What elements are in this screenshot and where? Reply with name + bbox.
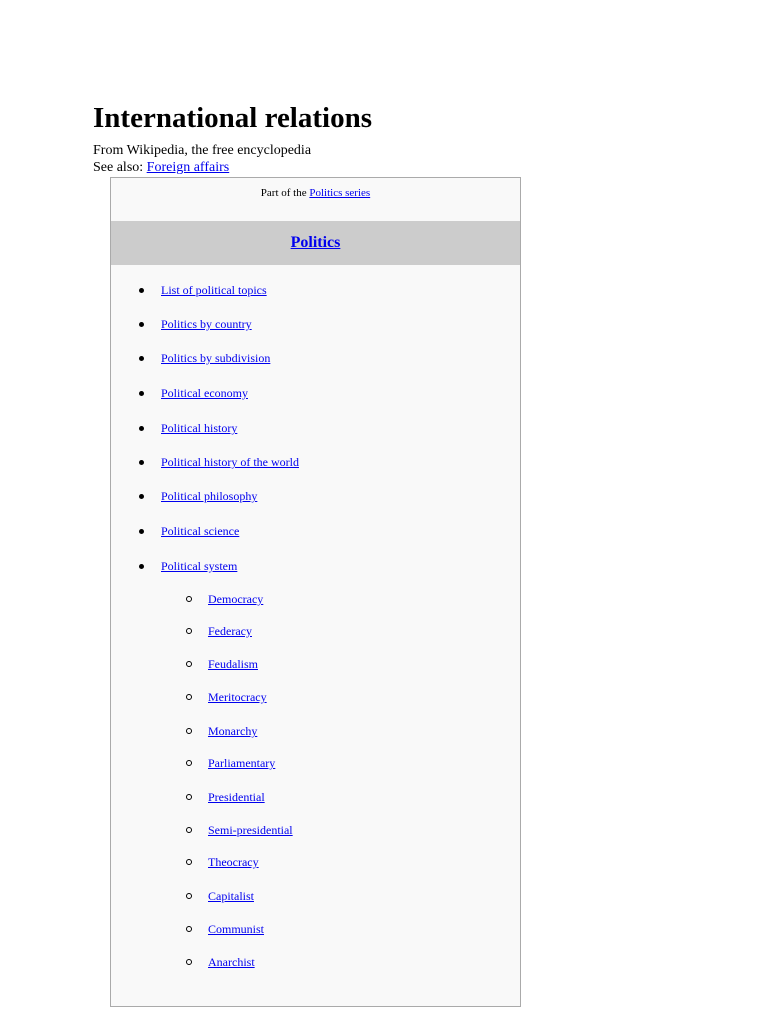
circle-bullet-icon xyxy=(186,656,208,672)
list-item xyxy=(139,420,237,436)
list-item xyxy=(139,316,252,332)
system-link[interactable]: Feudalism xyxy=(208,657,258,671)
circle-bullet-icon xyxy=(186,623,208,639)
topic-link[interactable]: Political economy xyxy=(161,386,248,400)
disc-bullet-icon xyxy=(139,454,161,470)
list-item xyxy=(139,523,239,539)
sub-list-item xyxy=(186,623,252,639)
tagline: From Wikipedia, the free encyclopedia xyxy=(93,143,312,158)
disc-bullet-icon xyxy=(139,385,161,401)
politics-header-link[interactable]: Politics xyxy=(290,234,341,251)
sub-list-item xyxy=(186,921,264,937)
topic-link[interactable]: Politics by subdivision xyxy=(161,351,271,365)
part-of-prefix: Part of the xyxy=(260,187,307,199)
sub-list-item xyxy=(186,789,265,805)
list-item xyxy=(139,385,248,401)
list-item xyxy=(139,454,299,470)
see-also-prefix: See also: xyxy=(93,160,144,175)
system-link[interactable]: Federacy xyxy=(208,624,252,638)
list-item xyxy=(139,282,267,298)
politics-infobox xyxy=(110,177,521,1007)
circle-bullet-icon xyxy=(186,822,208,838)
disc-bullet-icon xyxy=(139,558,161,574)
list-item xyxy=(139,350,270,366)
circle-bullet-icon xyxy=(186,689,208,705)
circle-bullet-icon xyxy=(186,921,208,937)
system-link[interactable]: Parliamentary xyxy=(208,756,276,770)
disc-bullet-icon xyxy=(139,488,161,504)
sub-list-item xyxy=(186,822,293,838)
system-link[interactable]: Capitalist xyxy=(208,889,254,903)
politics-series-link[interactable]: Politics series xyxy=(309,187,371,199)
sub-list-item xyxy=(186,954,255,970)
system-link[interactable]: Presidential xyxy=(208,790,265,804)
circle-bullet-icon xyxy=(186,789,208,805)
see-also-note xyxy=(93,159,229,176)
disc-bullet-icon xyxy=(139,420,161,436)
system-link[interactable]: Theocracy xyxy=(208,855,259,869)
topic-link[interactable]: Politics by country xyxy=(161,317,252,331)
sub-list-item xyxy=(186,689,267,705)
circle-bullet-icon xyxy=(186,888,208,904)
topic-link[interactable]: Political history of the world xyxy=(161,455,299,469)
topic-link[interactable]: Political system xyxy=(161,559,238,573)
sub-list-item xyxy=(186,755,275,771)
foreign-affairs-link[interactable]: Foreign affairs xyxy=(146,160,230,175)
system-link[interactable]: Democracy xyxy=(208,592,264,606)
list-item xyxy=(139,488,257,504)
system-link[interactable]: Monarchy xyxy=(208,724,258,738)
circle-bullet-icon xyxy=(186,854,208,870)
sub-list-item xyxy=(186,888,254,904)
system-link[interactable]: Meritocracy xyxy=(208,690,267,704)
sub-list-item xyxy=(186,656,258,672)
disc-bullet-icon xyxy=(139,523,161,539)
topic-link[interactable]: Political science xyxy=(161,524,240,538)
sub-list-item xyxy=(186,723,257,739)
disc-bullet-icon xyxy=(139,350,161,366)
sub-list-item xyxy=(186,854,259,870)
topic-link[interactable]: Political philosophy xyxy=(161,489,258,503)
sub-list-item xyxy=(186,591,263,607)
system-link[interactable]: Communist xyxy=(208,922,265,936)
disc-bullet-icon xyxy=(139,316,161,332)
circle-bullet-icon xyxy=(186,954,208,970)
page-title: International relations xyxy=(93,102,372,134)
circle-bullet-icon xyxy=(186,591,208,607)
disc-bullet-icon xyxy=(139,282,161,298)
circle-bullet-icon xyxy=(186,723,208,739)
system-link[interactable]: Semi-presidential xyxy=(208,823,293,837)
infobox-header xyxy=(111,221,520,265)
series-note xyxy=(111,186,520,200)
list-item xyxy=(139,558,237,574)
topic-link[interactable]: Political history xyxy=(161,421,238,435)
system-link[interactable]: Anarchist xyxy=(208,955,255,969)
circle-bullet-icon xyxy=(186,755,208,771)
topic-link[interactable]: List of political topics xyxy=(161,283,267,297)
